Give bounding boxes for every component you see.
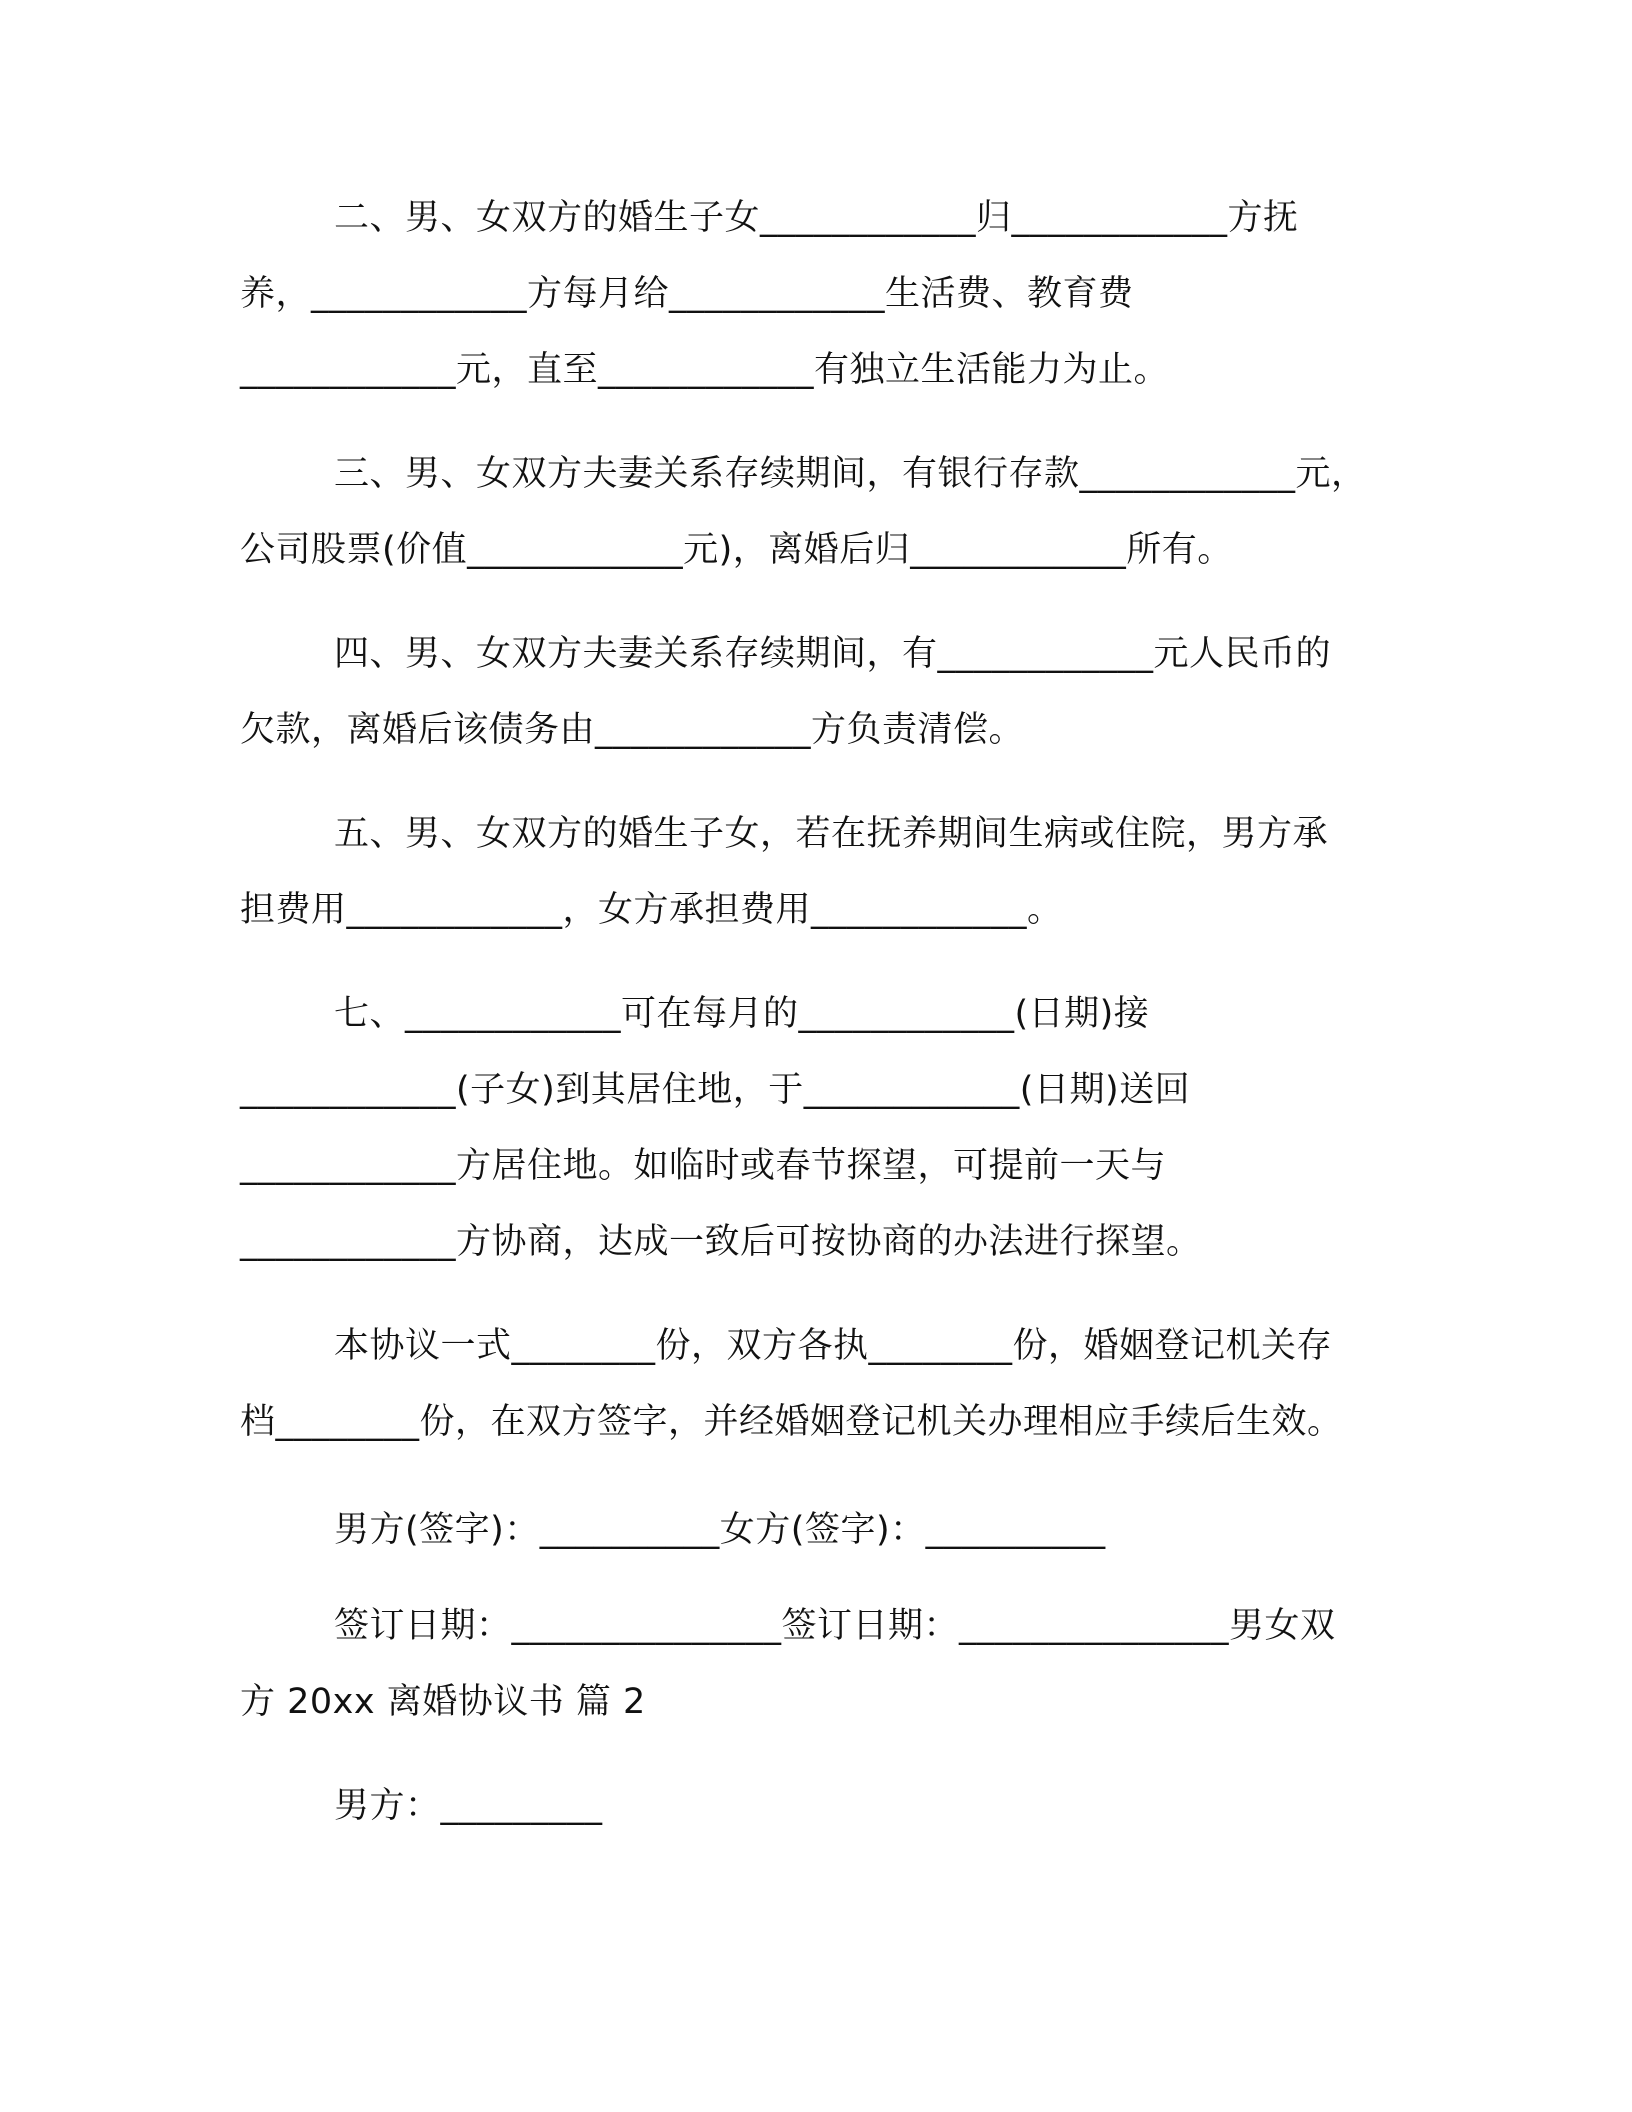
clause-2-line-2: 养，____________方每月给____________生活费、教育费 xyxy=(240,274,1134,314)
signing-date-line: 签订日期：_______________签订日期：_______________男女双 xyxy=(334,1606,1336,1646)
signature-line: 男方(签字)：__________女方(签字)：__________ xyxy=(334,1510,1106,1550)
clause-7-line-4: ____________方协商，达成一致后可按协商的办法进行探望。 xyxy=(240,1222,1202,1262)
clause-2-line-3: ____________元，直至____________有独立生活能力为止。 xyxy=(240,350,1170,390)
copies-clause-line-2: 档________份，在双方签字，并经婚姻登记机关办理相应手续后生效。 xyxy=(240,1402,1343,1442)
clause-5-line-1: 五、男、女双方的婚生子女，若在抚养期间生病或住院，男方承 xyxy=(334,814,1329,854)
copies-clause-line-1: 本协议一式________份，双方各执________份，婚姻登记机关存 xyxy=(334,1326,1333,1366)
clause-3-line-2: 公司股票(价值____________元)，离婚后归____________所有。 xyxy=(240,530,1233,570)
clause-7-line-2: ____________(子女)到其居住地，于____________(日期)送回 xyxy=(240,1070,1191,1110)
clause-3-line-1: 三、男、女双方夫妻关系存续期间，有银行存款____________元， xyxy=(334,454,1367,494)
clause-4-line-2: 欠款，离婚后该债务由____________方负责清偿。 xyxy=(240,710,1025,750)
clause-2-line-1: 二、男、女双方的婚生子女____________归____________方抚 xyxy=(334,198,1299,238)
clause-5-line-2: 担费用____________，女方承担费用____________。 xyxy=(240,890,1063,930)
clause-7-line-3: ____________方居住地。如临时或春节探望，可提前一天与 xyxy=(240,1146,1167,1186)
clause-4-line-1: 四、男、女双方夫妻关系存续期间，有____________元人民币的 xyxy=(334,634,1332,674)
section-heading-line: 方 20xx 离婚协议书 篇 2 xyxy=(240,1682,646,1722)
male-party-line: 男方：_________ xyxy=(334,1786,603,1826)
clause-7-line-1: 七、____________可在每月的____________(日期)接 xyxy=(334,994,1150,1034)
